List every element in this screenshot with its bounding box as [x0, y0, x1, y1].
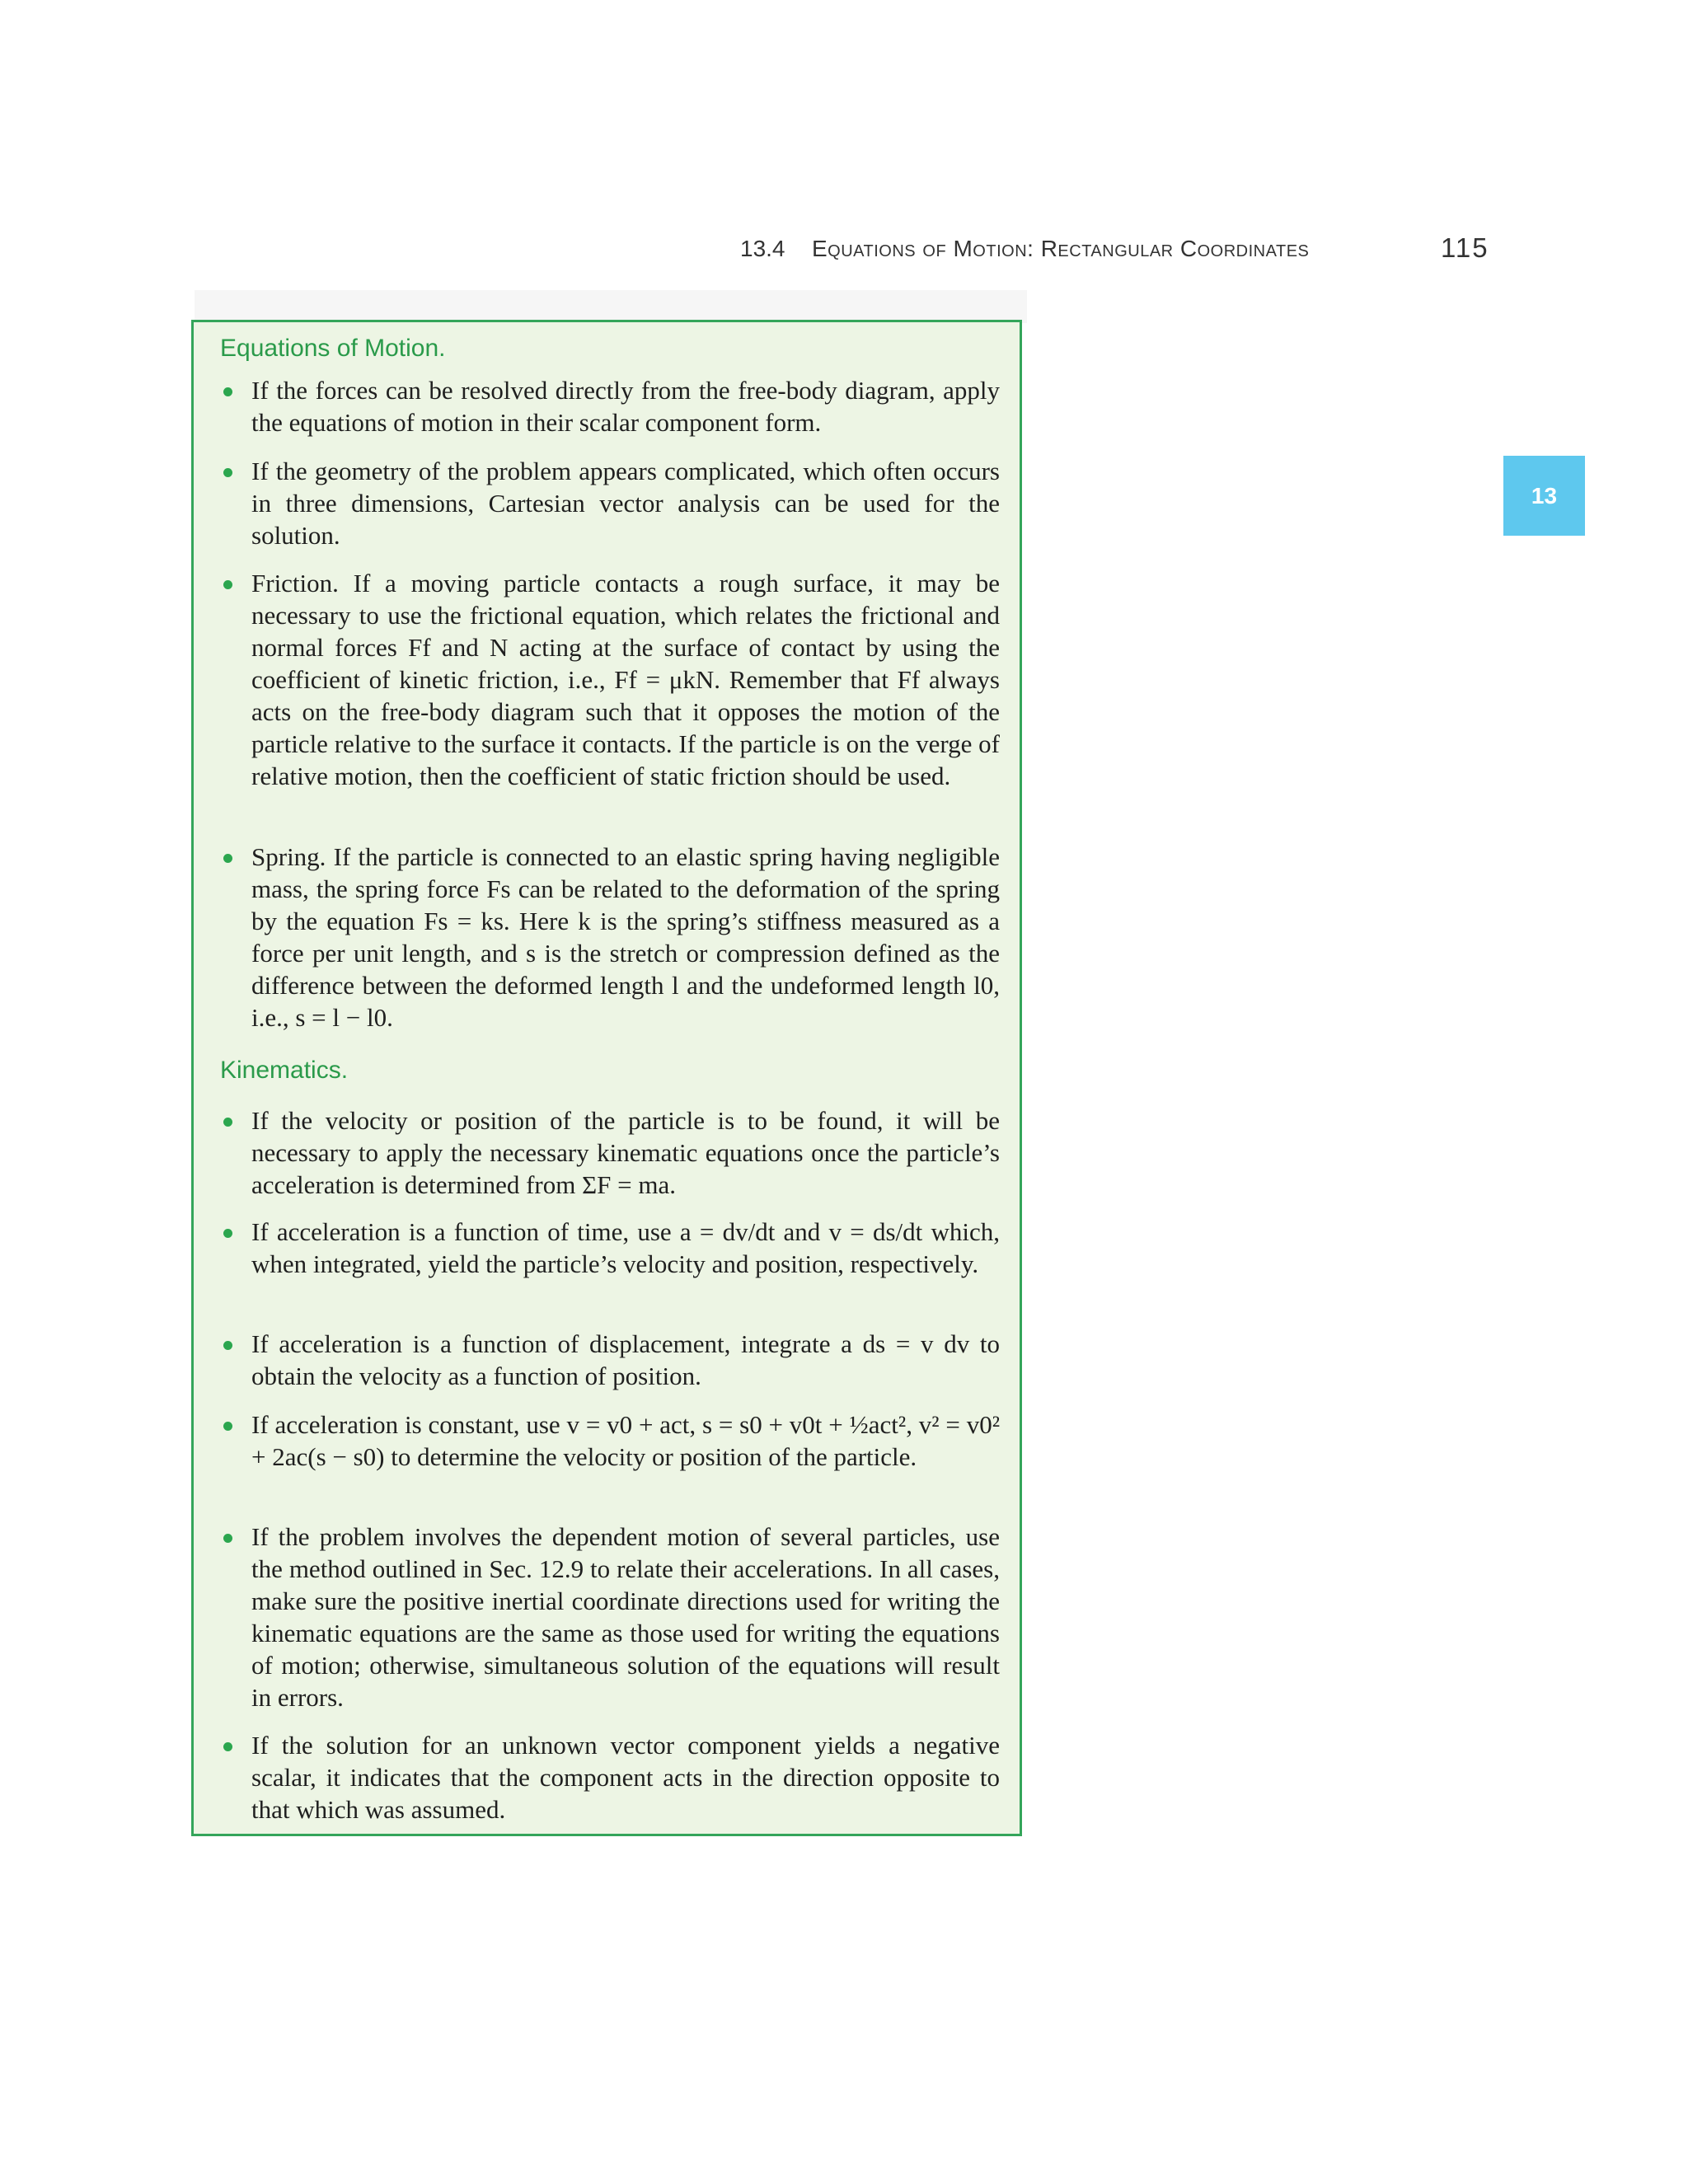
chapter-tab: 13 — [1503, 456, 1585, 536]
running-header — [0, 232, 1688, 269]
page-number: 115 — [1441, 232, 1489, 263]
list-item-text: If acceleration is a function of time, use a = dv/dt and v = ds/dt which, when integrated, yield the particle’s velocity and position, respectively. — [251, 1217, 1000, 1278]
box-shadow — [195, 290, 1027, 323]
bullet-icon — [223, 580, 232, 589]
bullet-icon — [223, 1534, 232, 1543]
list-item-text: If acceleration is a function of displacement, integrate a ds = v dv to obtain the velocity as a function of position. — [251, 1329, 1000, 1390]
bullet-icon — [223, 1118, 232, 1127]
equations-heading: Equations of Motion. — [220, 335, 446, 362]
list-item-text: If the velocity or position of the particle is to be found, it will be necessary to apply the necessary kinematic equations once the particle’s acceleration is determined from ΣF = ma. — [251, 1106, 1000, 1199]
bullet-icon — [223, 1742, 232, 1751]
list-item-text: If acceleration is constant, use v = v0 + act, s = s0 + v0t + ½act², v² = v0² + 2ac(s − s0) to determine the velocity or position of the particle. — [251, 1410, 1000, 1471]
list-item-text: Spring. If the particle is connected to an elastic spring having negligible mass, the spring force Fs can be related to the deformation of the spring by the equation Fs = ks. Here k is the spring’s stiffness measured as a force per unit length, and s is the stretch or compression defined as the difference between the deformed length l and the undeformed length l0, i.e., s = l − l0. — [251, 842, 1000, 1032]
list-item-text: Friction. If a moving particle contacts a rough surface, it may be necessary to use the frictional equation, which relates the frictional and normal forces Ff and N acting at the surface of contact by using the coefficient of kinetic friction, i.e., Ff = μkN. Remember that Ff always acts on the free-body diagram such that it opposes the motion of the particle relative to the surface it contacts. If the particle is on the verge of relative motion, then the coefficient of static friction should be used. — [251, 569, 1000, 790]
bullet-icon — [223, 1341, 232, 1350]
bullet-icon — [223, 854, 232, 863]
bullet-icon — [223, 1422, 232, 1431]
section-number: 13.4 — [740, 236, 785, 261]
bullet-icon — [223, 387, 232, 396]
list-item-text: If the solution for an unknown vector component yields a negative scalar, it indicates that the component acts in the direction opposite to that which was assumed. — [251, 1731, 1000, 1824]
list-item-text: If the problem involves the dependent motion of several particles, use the method outlined in Sec. 12.9 to relate their accelerations. In all cases, make sure the positive inertial coordinate directions used for writing the kinematic equations are the same as those used for writing the equations of motion; otherwise, simultaneous solution of the equations will result in errors. — [251, 1522, 1000, 1712]
list-item-text: If the forces can be resolved directly from the free-body diagram, apply the equations of motion in their scalar component form. — [251, 376, 1000, 437]
kinematics-heading: Kinematics. — [220, 1057, 349, 1084]
bullet-icon — [223, 1229, 232, 1238]
bullet-icon — [223, 468, 232, 477]
section-title: Equations of Motion: Rectangular Coordinates — [812, 236, 1310, 261]
list-item-text: If the geometry of the problem appears complicated, which often occurs in three dimensions, Cartesian vector analysis can be used for the solution. — [251, 457, 1000, 550]
